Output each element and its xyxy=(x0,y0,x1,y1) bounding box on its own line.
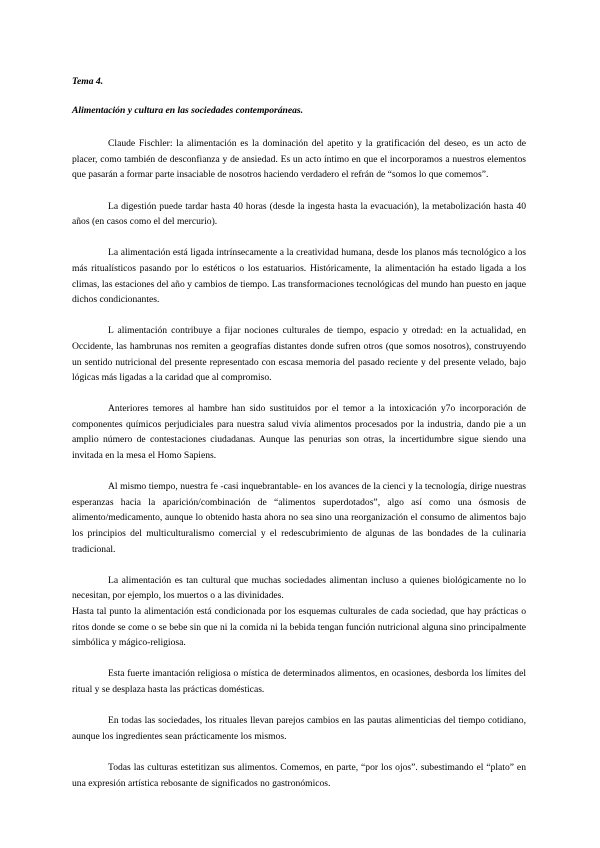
paragraph-otherness: L alimentación contribuye a fijar nociones culturales de tiempo, espacio y otredad: en la actualidad, en Occidente, las hambrunas nos remiten a geografías distantes donde sufren otros (que somos nosotros), construyendo un sentido nutricional del presente representado con escasa memoria del pasado reciente y del presente velado, bajo lógicas más ligadas a la caridad que al compromiso. xyxy=(72,325,526,384)
spacer xyxy=(72,651,526,667)
spacer xyxy=(72,230,526,246)
document-title: Alimentación y cultura en las sociedades contemporáneas. xyxy=(72,104,304,116)
spacer xyxy=(72,744,526,760)
paragraph-technology: Al mismo tiempo, nuestra fe -casi inquebrantable- en los avances de la cienci y la tecnología, dirige nuestras esperanzas hacia la aparición/combinación de “alimentos superdotados”, algo así como una ósmosis de alimento/medicamento, aunque lo obtenido hasta ahora no sea sino una reorganización el consumo de alimentos bajo los principios del multiculturalismo comercial y el redescubrimiento de algunas de las bondades de la culinaria tradicional. xyxy=(72,481,526,555)
spacer xyxy=(72,557,526,573)
paragraph-cultural: La alimentación es tan cultural que muchas sociedades alimentan incluso a quienes biológicamente no lo necesitan, por ejemplo, los muertos o a las divinidades. xyxy=(72,574,526,602)
paragraph-fischler: Claude Fischler: la alimentación es la dominación del apetito y la gratificación del deseo, es un acto de placer, como también de desconfianza y de ansiedad. Es un acto íntimo en que el incorporamos a nuestros elementos que pasarán a formar parte insaciable de nosotros haciendo verdadero el refrán de “somos lo que comemos”. xyxy=(72,138,526,181)
spacer xyxy=(72,386,526,402)
topic-heading: Tema 4. xyxy=(72,76,104,87)
paragraph-religious: Esta fuerte imantación religiosa o mística de determinados alimentos, en ocasiones, desborda los límites del ritual y se desplaza hasta las prácticas domésticas. xyxy=(72,668,526,695)
spacer xyxy=(72,464,526,480)
spacer xyxy=(72,698,526,714)
spacer xyxy=(72,183,526,199)
paragraph-creativity: La alimentación está ligada intrínsecamente a la creatividad humana, desde los planos más tecnológico a los más ritualísticos pasando por lo estéticos o los estatuarios. Históricamente, la alimentación ha estado ligada a los climas, las estaciones del año y cambios de tiempo. Las transformaciones tecnológicas del mundo han puesto en jaque dichos condicionantes. xyxy=(72,247,526,306)
paragraph-digestion: La digestión puede tardar hasta 40 horas (desde la ingesta hasta la evacuación), la metabolización hasta 40 años (en casos como el del mercurio). xyxy=(72,200,526,228)
spacer xyxy=(72,308,526,324)
paragraph-rituals: En todas las sociedades, los rituales llevan parejos cambios en las pautas alimenticias del tiempo cotidiano, aunque los ingredientes sean prácticamente los mismos. xyxy=(72,715,526,742)
spacer xyxy=(72,118,526,136)
paragraph-fears: Anteriores temores al hambre han sido sustituidos por el temor a la intoxicación y7o incorporación de componentes químicos perjudiciales para nuestra salud vivía alimentos procesados por la industria, dando pie a un amplio número de contestaciones ciudadanas. Aunque las penurias son otras, la incertidumbre sigue siendo una invitada en la mesa el Homo Sapiens. xyxy=(72,403,526,462)
paragraph-symbolic: Hasta tal punto la alimentación está condicionada por los esquemas culturales de cada sociedad, que hay prácticas o ritos donde se come o se bebe sin que ni la comida ni la bebida tengan función nutricional alguna sino principalmente simbólica y mágico-religiosa. xyxy=(72,606,526,649)
paragraph-aesthetics: Todas las culturas estetitizan sus alimentos. Comemos, en parte, “por los ojos”. subestimando el “plato” en una expresión artística rebosante de significados no gastronómicos. xyxy=(72,761,526,789)
document-body xyxy=(72,74,526,791)
